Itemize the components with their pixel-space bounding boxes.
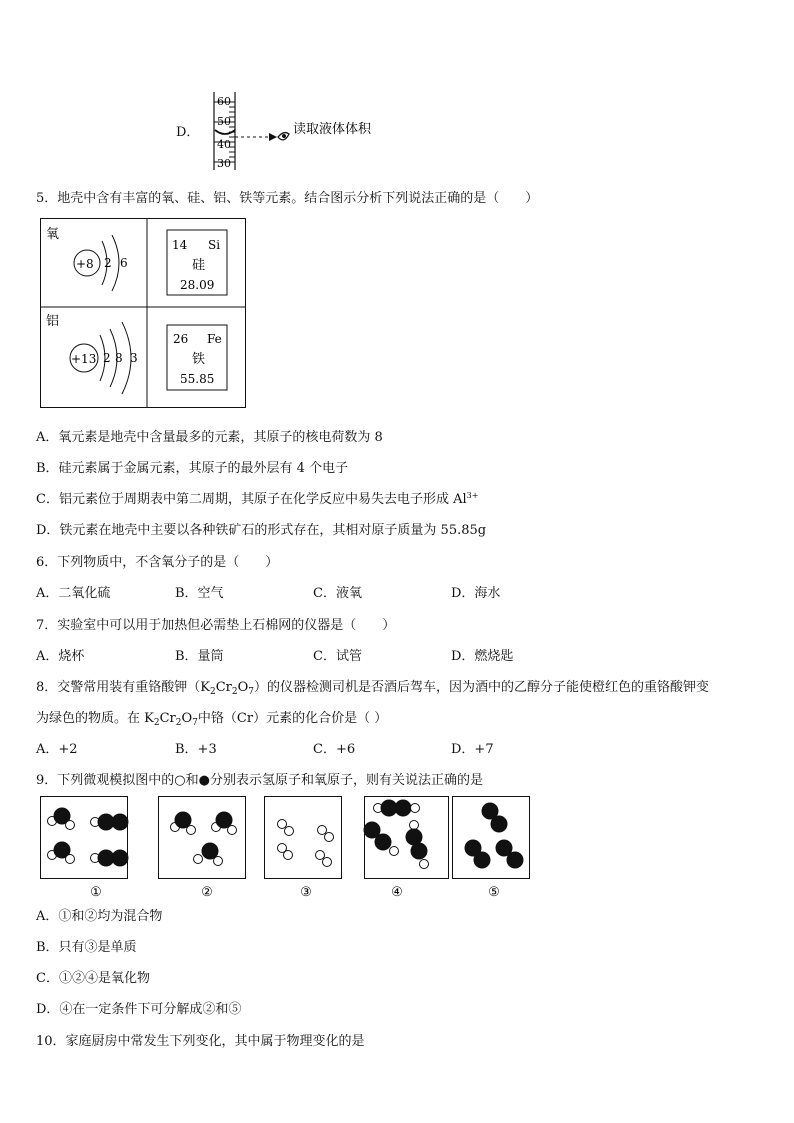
scale-label: 60 (217, 95, 231, 108)
q9-option-a[interactable]: A．①和②均为混合物 (36, 909, 163, 924)
model-2-particles (171, 812, 237, 866)
iron-mass: 55.85 (180, 372, 215, 386)
oxygen-shell: 2 (104, 256, 112, 270)
aluminum-shell: 8 (115, 351, 123, 365)
charge-superscript: 3+ (466, 491, 479, 500)
q6-option-d[interactable]: D．海水 (451, 586, 501, 601)
iron-name: 铁 (192, 352, 206, 367)
q5-option-a[interactable]: A．氧元素是地壳中含量最多的元素，其原子的核电荷数为 8 (36, 430, 383, 445)
q4-option-d-label: D． (176, 125, 200, 140)
model-4-particles (364, 800, 429, 869)
model-1-particles (48, 808, 129, 866)
element-info-figure (40, 218, 246, 408)
q8-stem-line1: 8．交警常用装有重铬酸钾$(K_2Cr_2O_7)$的仪器检测司机是否酒后驾车，因为酒中的乙醇分子能使橙红色的重铬酸钾变 (36, 680, 710, 697)
silicon-symbol: Si (208, 238, 221, 252)
q5-option-d[interactable]: D．铁元素在地壳中主要以各种铁矿石的形式存在，其相对原子质量为 55.85g (36, 523, 487, 538)
oxygen-shell: 6 (120, 256, 128, 270)
scale-label: 30 (217, 157, 231, 170)
aluminum-shell: 2 (103, 351, 111, 365)
q8-option-c[interactable]: C．+6 (313, 742, 356, 757)
q6-option-a[interactable]: A．二氧化硫 (36, 586, 111, 601)
q8-option-a[interactable]: A．+2 (36, 742, 78, 757)
silicon-name: 硅 (192, 258, 206, 273)
q9-option-b[interactable]: B．只有③是单质 (36, 940, 137, 955)
silicon-number: 14 (172, 238, 188, 252)
q6-option-c[interactable]: C．液氧 (313, 586, 362, 601)
q7-option-d[interactable]: D．燃烧匙 (451, 649, 514, 664)
eye-icon (278, 133, 289, 140)
model-label: ① (90, 885, 102, 900)
q8-option-b[interactable]: B．+3 (175, 742, 217, 757)
q5-stem: 5．地壳中含有丰富的氧、硅、铝、铁等元素。结合图示分析下列说法正确的是（ ） (36, 191, 539, 206)
q8-option-d[interactable]: D．+7 (451, 742, 494, 757)
model-box-1 (41, 797, 128, 879)
aluminum-nucleus: +13 (71, 352, 97, 366)
model-label: ⑤ (488, 885, 500, 900)
model-3-particles (278, 820, 334, 867)
q9-stem: 9．下列微观模拟图中的○和●分别表示氢原子和氧原子，则有关说法正确的是 (36, 773, 483, 788)
silicon-mass: 28.09 (180, 278, 215, 292)
model-box-2 (159, 797, 246, 879)
aluminum-label: 铝 (46, 314, 60, 329)
q9-option-c[interactable]: C．①②④是氧化物 (36, 971, 150, 986)
q8-stem-line2: 为绿色的物质。在 $K_2Cr_2O_7$中铬（Cr）元素的化合价是（ ） (36, 711, 388, 728)
iron-symbol: Fe (207, 332, 222, 346)
q7-stem: 7．实验室中可以用于加热但必需垫上石棉网的仪器是（ ） (36, 618, 396, 633)
aluminum-shell: 3 (130, 351, 138, 365)
q6-option-b[interactable]: B．空气 (175, 586, 224, 601)
scale-label: 50 (217, 115, 231, 128)
model-label: ③ (300, 885, 312, 900)
oxygen-nucleus: +8 (76, 257, 94, 271)
scale-label: 40 (217, 138, 231, 151)
q10-stem: 10．家庭厨房中常发生下列变化，其中属于物理变化的是 (36, 1034, 365, 1049)
model-label: ② (201, 885, 213, 900)
iron-number: 26 (173, 332, 189, 346)
model-5-particles (465, 803, 523, 868)
q7-option-a[interactable]: A．烧杯 (36, 649, 85, 664)
q9-option-d[interactable]: D．④在一定条件下可分解成②和⑤ (36, 1002, 242, 1017)
reading-caption: 读取液体体积 (293, 122, 372, 137)
q5-option-c[interactable] (36, 488, 478, 507)
meniscus (215, 130, 235, 134)
q5-option-b[interactable]: B．硅元素属于金属元素，其原子的最外层有 4 个电子 (36, 461, 349, 476)
q7-option-b[interactable]: B．量筒 (175, 649, 224, 664)
q7-option-c[interactable]: C．试管 (313, 649, 362, 664)
graduated-cylinder-figure (205, 90, 395, 172)
q6-stem: 6．下列物质中，不含氧分子的是（ ） (36, 555, 279, 570)
oxygen-label: 氧 (46, 227, 60, 242)
model-label: ④ (391, 885, 403, 900)
molecule-models-figure (38, 793, 538, 903)
q5-option-c-text: C．铝元素位于周期表中第二周期，其原子在化学反应中易失去电子形成 Al (36, 492, 467, 507)
